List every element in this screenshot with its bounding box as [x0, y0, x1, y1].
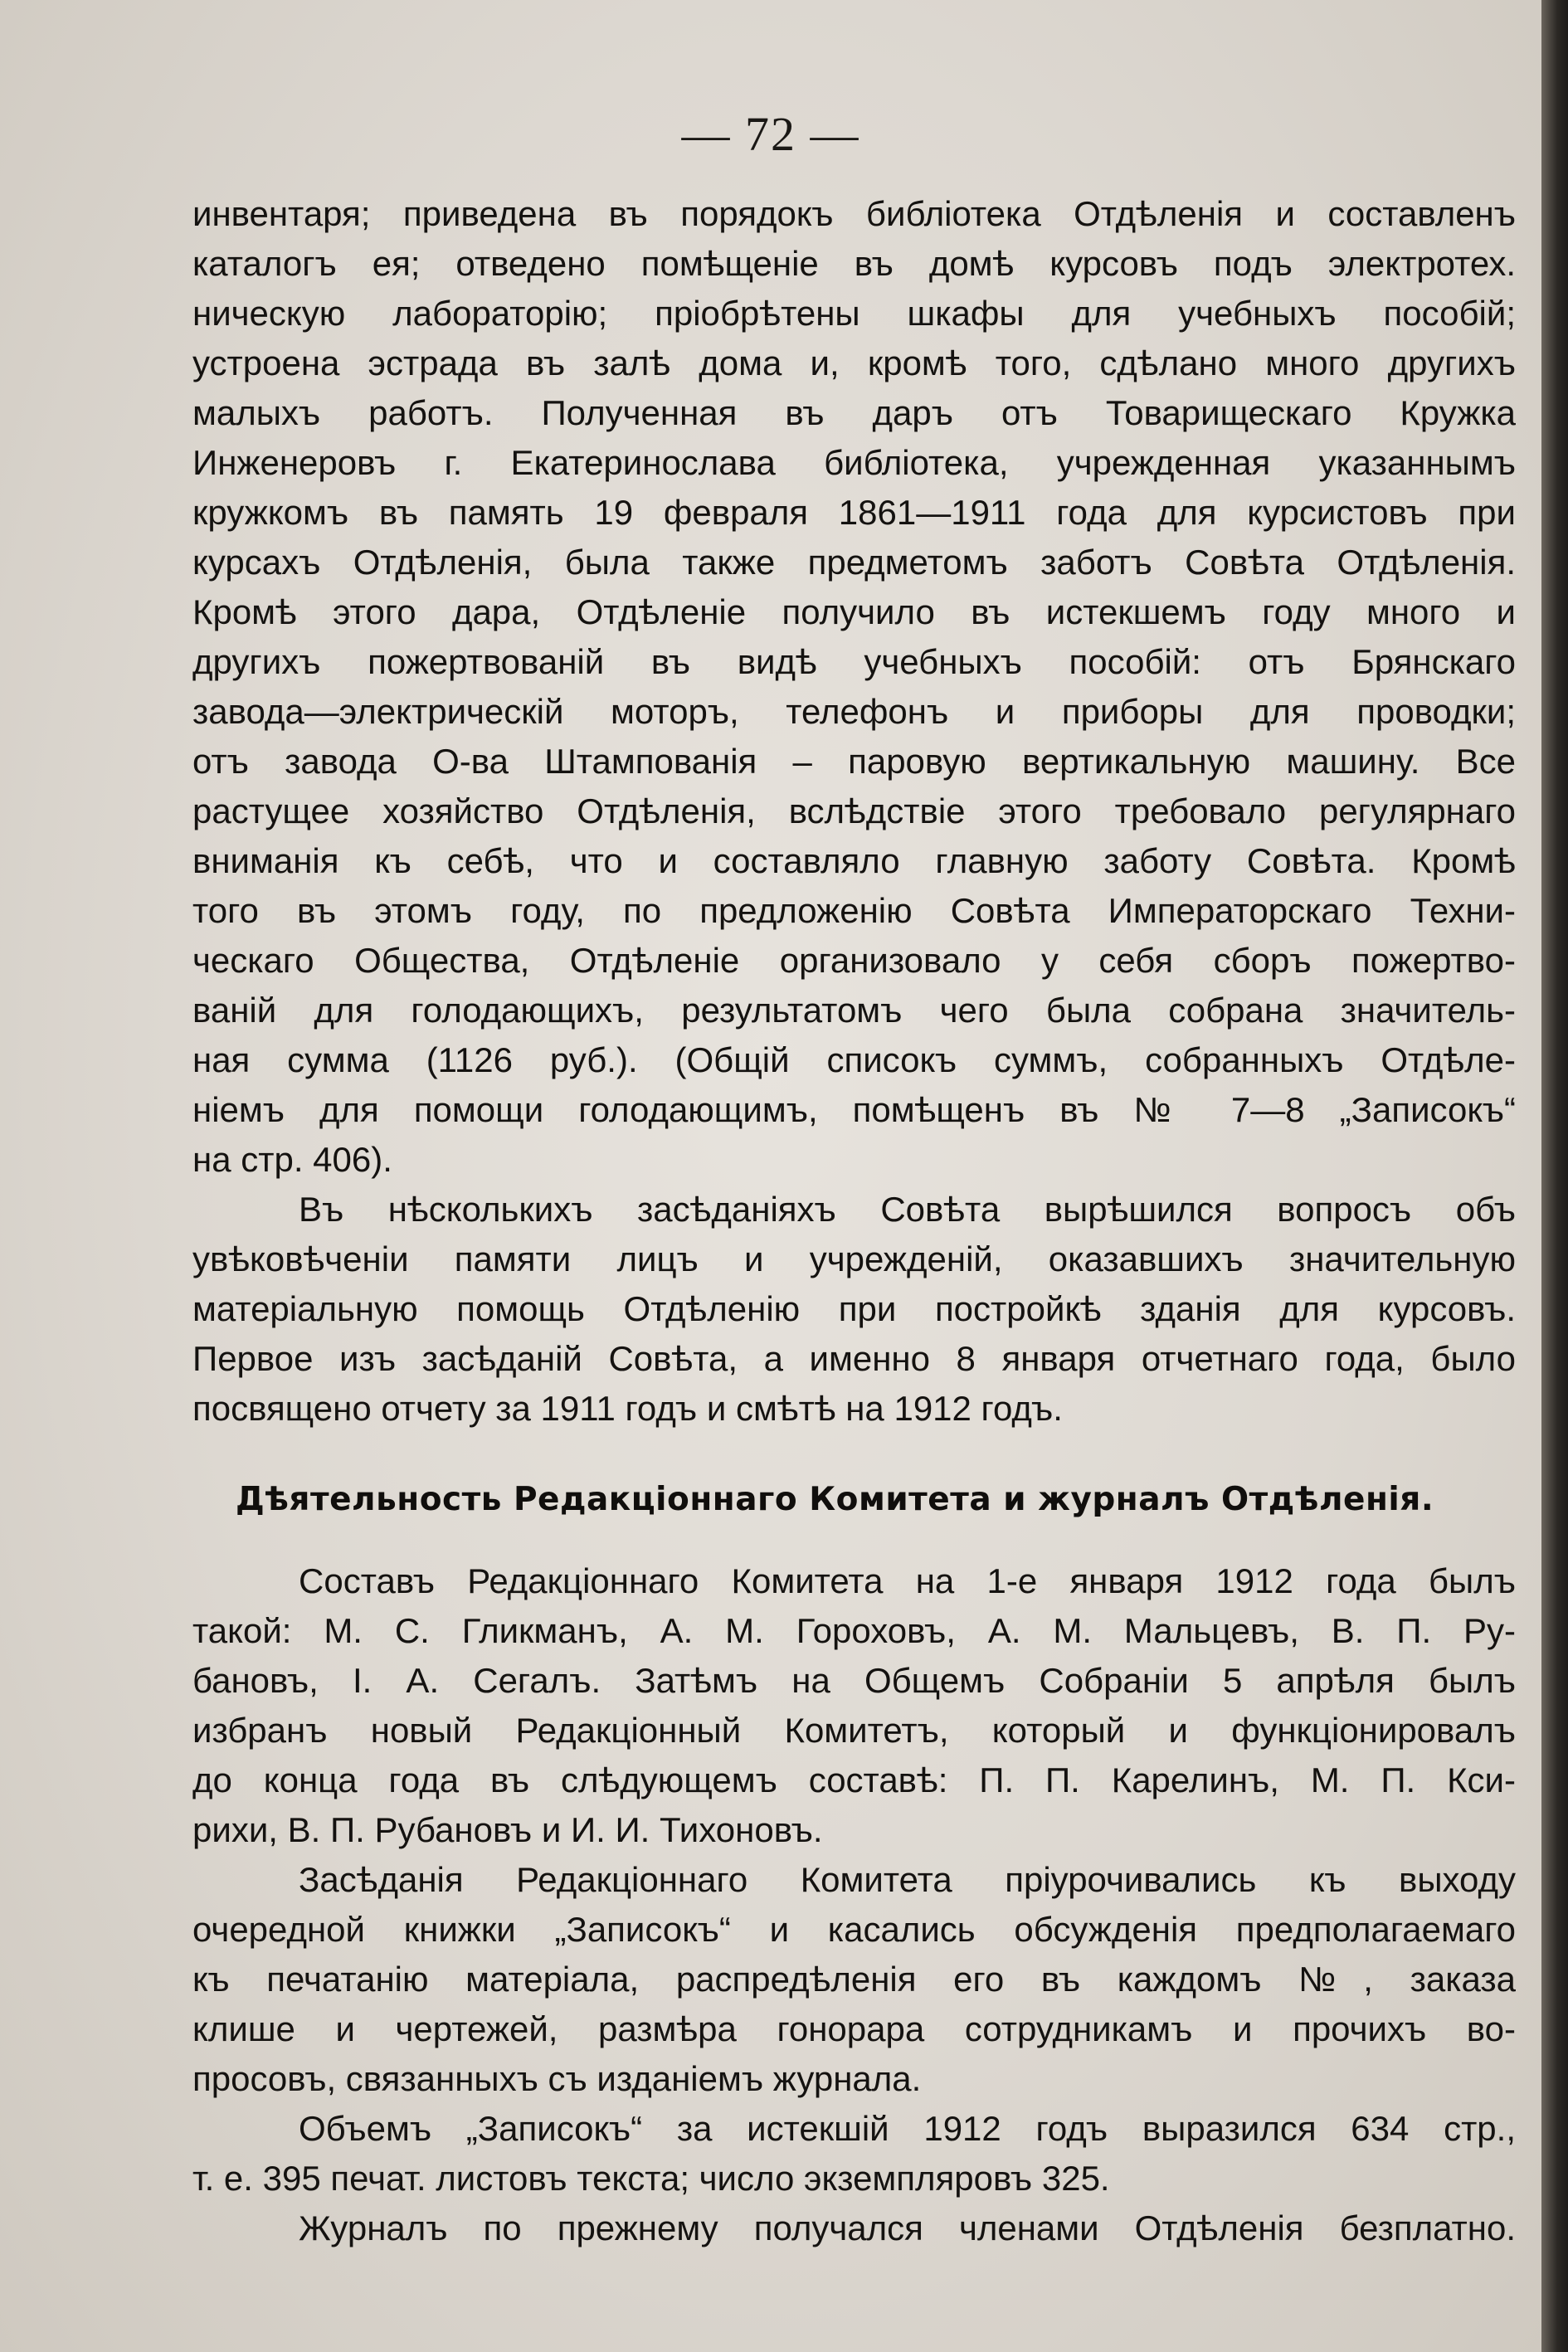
paragraph [192, 1556, 1516, 1855]
text-line: инвентаря; приведена въ порядокъ библіотека Отдѣленія и составленъ [192, 194, 1516, 233]
text-line: Составъ Редакціоннаго Комитета на 1-е января 1912 года былъ [299, 1561, 1516, 1600]
text-line: курсахъ Отдѣленія, была также предметомъ заботъ Совѣта Отдѣленія. [192, 543, 1516, 582]
text-line: ническую лабораторію; пріобрѣтены шкафы для учебныхъ пособій; [192, 294, 1516, 333]
text-line: Объемъ „Записокъ“ за истекшій 1912 годъ выразился 634 стр., [299, 2109, 1516, 2148]
text-line: кружкомъ въ память 19 февраля 1861—1911 года для курсистовъ при [192, 493, 1516, 532]
text-line: очередной книжки „Записокъ“ и касались обсужденія предполагаемаго [192, 1910, 1516, 1949]
text-line: каталогъ ея; отведено помѣщеніе въ домѣ курсовъ подъ электротех. [192, 244, 1516, 283]
text-line: растущее хозяйство Отдѣленія, вслѣдствіе этого требовало регулярнаго [192, 791, 1516, 830]
text-line: Кромѣ этого дара, Отдѣленіе получило въ истекшемъ году много и [192, 592, 1516, 631]
text-line: устроена эстрада въ залѣ дома и, кромѣ того, сдѣлано много другихъ [192, 343, 1516, 382]
paragraph [192, 2104, 1516, 2203]
text-line: ная сумма (1126 руб.). (Общій списокъ суммъ, собранныхъ Отдѣле- [192, 1040, 1516, 1079]
text-line: ческаго Общества, Отдѣленіе организовало у себя сборъ пожертво- [192, 941, 1516, 980]
text-line: Журналъ по прежнему получался членами Отдѣленія безплатно. [299, 2208, 1516, 2247]
paragraph [192, 189, 1516, 1185]
text-line: клише и чертежей, размѣра гонорара сотрудникамъ и прочихъ во- [192, 2009, 1516, 2048]
paragraph [192, 2203, 1516, 2253]
text-line: ніемъ для помощи голодающимъ, помѣщенъ въ № 7—8 „Записокъ“ [192, 1090, 1516, 1129]
text-line: малыхъ работъ. Полученная въ даръ отъ Товарищескаго Кружка [192, 393, 1516, 432]
page-number: — 72 — [681, 107, 860, 161]
text-line: ваній для голодающихъ, результатомъ чего была собрана значитель- [192, 991, 1516, 1030]
text-line: Въ нѣсколькихъ засѣданіяхъ Совѣта вырѣшился вопросъ объ [299, 1190, 1516, 1229]
paragraph [192, 1185, 1516, 1434]
text-line: Засѣданія Редакціоннаго Комитета пріурочивались къ выходу [299, 1860, 1516, 1899]
text-line: матеріальную помощь Отдѣленію при постройкѣ зданія для курсовъ. [192, 1289, 1516, 1328]
text-line: избранъ новый Редакціонный Комитетъ, который и функціонировалъ [192, 1711, 1516, 1750]
text-line: просовъ, связанныхъ съ изданіемъ журнала. [192, 2059, 922, 2098]
page-text [192, 189, 1516, 2253]
text-line: бановъ, І. А. Сегалъ. Затѣмъ на Общемъ Собраніи 5 апрѣля былъ [192, 1661, 1516, 1700]
paragraph [192, 1855, 1516, 2104]
text-line: вниманія къ себѣ, что и составляло главную заботу Совѣта. Кромѣ [192, 841, 1516, 880]
text-line: до конца года въ слѣдующемъ составѣ: П. П. Карелинъ, М. П. Кси- [192, 1760, 1516, 1799]
text-line: Первое изъ засѣданій Совѣта, а именно 8 января отчетнаго года, было [192, 1339, 1516, 1378]
text-line: другихъ пожертвованій въ видѣ учебныхъ пособій: отъ Брянскаго [192, 642, 1516, 681]
text-line: завода—электрическій моторъ, телефонъ и приборы для проводки; [192, 692, 1516, 731]
book-spine [1541, 0, 1568, 2352]
text-line: отъ завода О-ва Штампованія – паровую вертикальную машину. Все [192, 742, 1516, 781]
text-line: того въ этомъ году, по предложенію Совѣта Императорскаго Техни- [192, 891, 1516, 930]
text-line: увѣковѣченіи памяти лицъ и учрежденій, оказавшихъ значительную [192, 1239, 1516, 1278]
text-line: такой: М. С. Гликманъ, А. М. Гороховъ, А. М. Мальцевъ, В. П. Ру- [192, 1611, 1516, 1650]
text-line: посвящено отчету за 1911 годъ и смѣтѣ на 1912 годъ. [192, 1389, 1063, 1428]
text-line: рихи, В. П. Рубановъ и И. И. Тихоновъ. [192, 1810, 823, 1849]
text-line: т. е. 395 печат. листовъ текста; число экземпляровъ 325. [192, 2159, 1110, 2198]
text-line: къ печатанію матеріала, распредѣленія его въ каждомъ №, заказа [192, 1960, 1516, 1999]
text-line: на стр. 406). [192, 1140, 392, 1179]
section-heading: Дѣятельность Редакціоннаго Комитета и журналъ Отдѣленія. [236, 1481, 1434, 1518]
text-line: Инженеровъ г. Екатеринослава библіотека, учрежденная указаннымъ [192, 443, 1516, 482]
